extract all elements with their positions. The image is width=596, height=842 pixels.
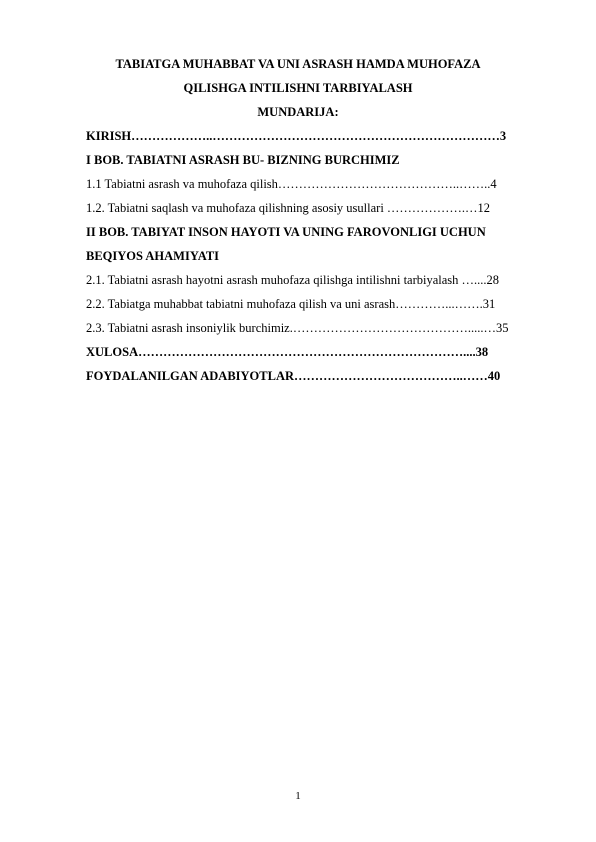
toc-entry-xulosa: XULOSA……………………………………………………………………....38 [86, 345, 489, 359]
toc-entry-section-1-1: 1.1 Tabiatni asrash va muhofaza qilish……………………………………..……..4 [86, 177, 497, 191]
contents-heading: MUNDARIJA: [257, 105, 339, 119]
toc-entry-adabiyotlar: FOYDALANILGAN ADABIYOTLAR…………………………………..……40 [86, 369, 501, 383]
toc-entry-chapter-1: I BOB. TABIATNI ASRASH BU- BIZNING BURCHIMIZ [86, 153, 400, 167]
toc-entry-section-2-2: 2.2. Tabiatga muhabbat tabiatni muhofaza qilish va uni asrash…………...…….31 [86, 297, 496, 311]
toc-entry-chapter-2-continued: BEQIYOS AHAMIYATI [86, 249, 220, 263]
toc-entry-section-1-2: 1.2. Tabiatni saqlash va muhofaza qilishning asosiy usullari ……………….…12 [86, 201, 491, 215]
document-title-line-1: TABIATGA MUHABBAT VA UNI ASRASH HAMDA MUHOFAZA [115, 57, 481, 71]
document-title-line-2: QILISHGA INTILISHNI TARBIYALASH [183, 81, 413, 95]
toc-entry-chapter-2: II BOB. TABIYAT INSON HAYOTI VA UNING FAROVONLIGI UCHUN [86, 225, 486, 239]
page-number: 1 [295, 790, 301, 802]
toc-entry-section-2-3: 2.3. Tabiatni asrash insoniylik burchimiz.…………………………………….....…35 [86, 321, 509, 335]
toc-entry-kirish: KIRISH………………..……………………………………………………………3 [86, 129, 507, 143]
toc-entry-section-2-1: 2.1. Tabiatni asrash hayotni asrash muhofaza qilishga intilishni tarbiyalash …....28 [86, 273, 500, 287]
